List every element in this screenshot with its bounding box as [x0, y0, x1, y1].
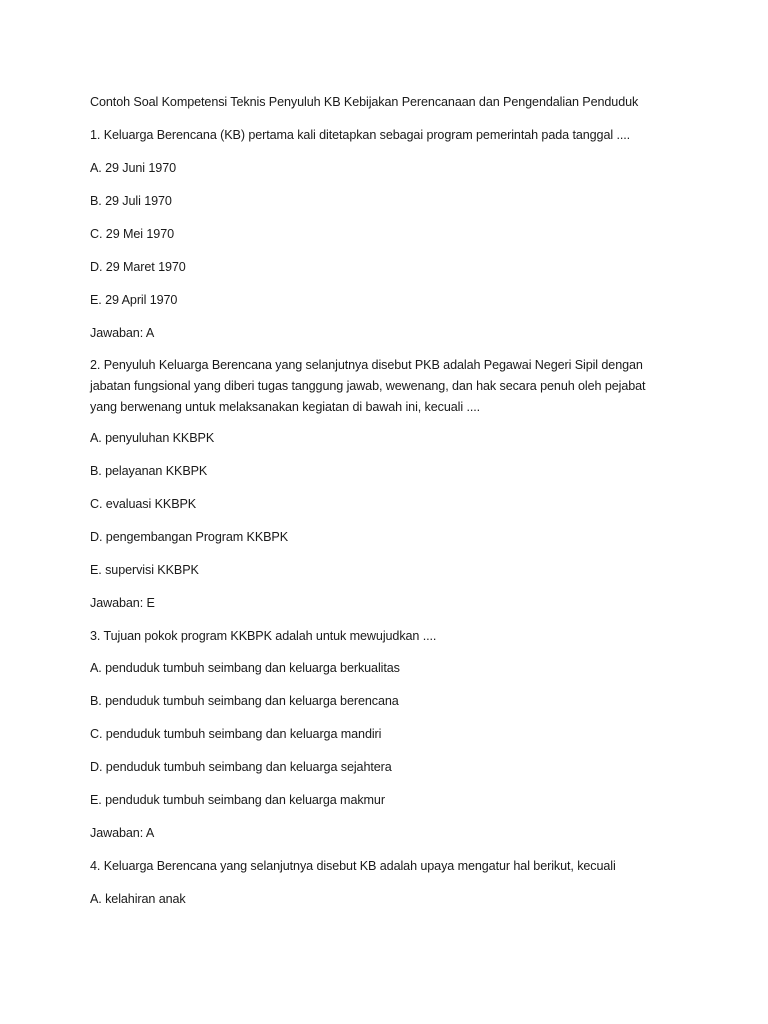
- question-2-option-a: A. penyuluhan KKBPK: [90, 431, 215, 445]
- question-2-line-1: 2. Penyuluh Keluarga Berencana yang selanjutnya disebut PKB adalah Pegawai Negeri Sipil dengan: [90, 358, 643, 372]
- question-2-option-c: C. evaluasi KKBPK: [90, 497, 197, 511]
- question-3-option-e: E. penduduk tumbuh seimbang dan keluarga makmur: [90, 793, 385, 807]
- question-3-option-b: B. penduduk tumbuh seimbang dan keluarga berencana: [90, 694, 399, 708]
- document-title: Contoh Soal Kompetensi Teknis Penyuluh KB Kebijakan Perencanaan dan Pengendalian Penduduk: [90, 95, 639, 109]
- question-1-option-d: D. 29 Maret 1970: [90, 260, 186, 274]
- question-2-text: [90, 355, 670, 418]
- question-1-text: 1. Keluarga Berencana (KB) pertama kali ditetapkan sebagai program pemerintah pada tanggal ....: [90, 128, 631, 142]
- question-2-answer: Jawaban: E: [90, 596, 155, 610]
- question-4-text: 4. Keluarga Berencana yang selanjutnya disebut KB adalah upaya mengatur hal berikut, kecuali: [90, 859, 616, 873]
- question-1-answer: Jawaban: A: [90, 326, 155, 340]
- question-2-option-b: B. pelayanan KKBPK: [90, 464, 208, 478]
- question-3-option-c: C. penduduk tumbuh seimbang dan keluarga mandiri: [90, 727, 382, 741]
- question-1-option-a: A. 29 Juni 1970: [90, 161, 177, 175]
- question-2-line-2: jabatan fungsional yang diberi tugas tanggung jawab, wewenang, dan hak secara penuh oleh pejabat: [90, 379, 646, 393]
- question-1-option-e: E. 29 April 1970: [90, 293, 178, 307]
- question-4-option-a: A. kelahiran anak: [90, 892, 186, 906]
- question-3-answer: Jawaban: A: [90, 826, 155, 840]
- question-3-option-a: A. penduduk tumbuh seimbang dan keluarga berkualitas: [90, 661, 400, 675]
- question-1-option-c: C. 29 Mei 1970: [90, 227, 175, 241]
- question-2-line-3: yang berwenang untuk melaksanakan kegiatan di bawah ini, kecuali ....: [90, 400, 481, 414]
- question-3-option-d: D. penduduk tumbuh seimbang dan keluarga sejahtera: [90, 760, 392, 774]
- question-2-option-d: D. pengembangan Program KKBPK: [90, 530, 289, 544]
- question-2-option-e: E. supervisi KKBPK: [90, 563, 199, 577]
- question-1-option-b: B. 29 Juli 1970: [90, 194, 172, 208]
- question-3-text: 3. Tujuan pokok program KKBPK adalah untuk mewujudkan ....: [90, 629, 437, 643]
